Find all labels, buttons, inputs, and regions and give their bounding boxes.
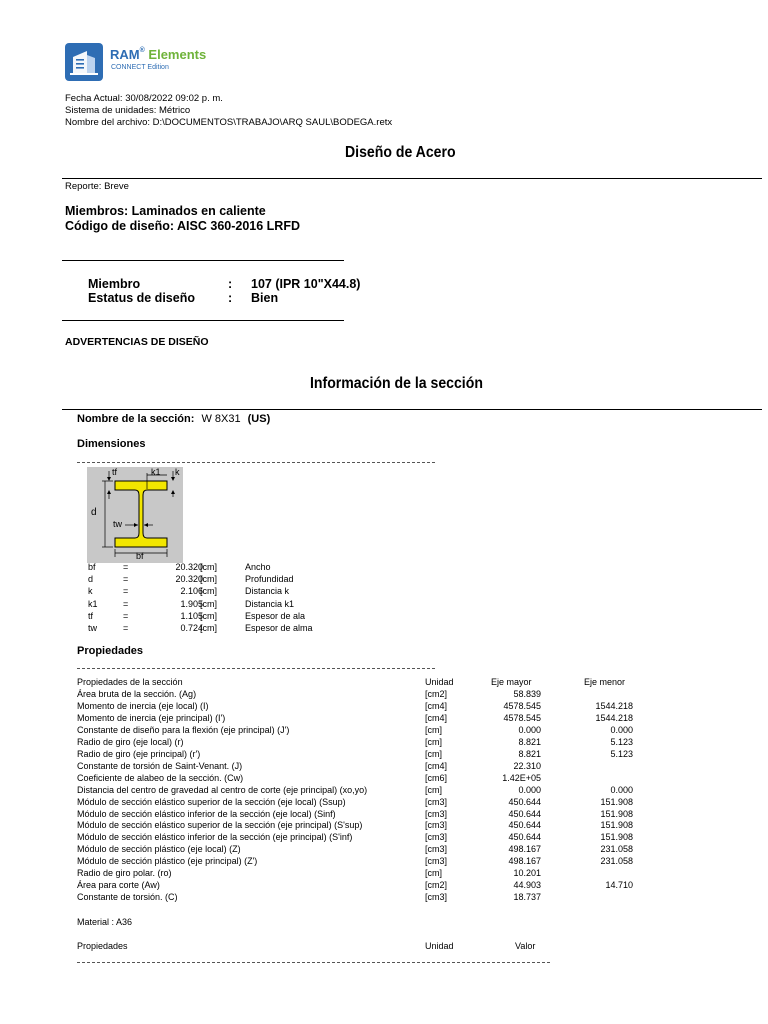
- property-minor: 0.000: [610, 784, 633, 795]
- property-name: Radio de giro (eje principal) (r'): [77, 748, 201, 759]
- property-row: [77, 819, 677, 831]
- properties-header-row: [77, 676, 677, 688]
- property-minor: 231.058: [600, 844, 633, 855]
- property-major: 10.201: [513, 868, 541, 879]
- dimensions-heading: Dimensiones: [77, 438, 146, 450]
- property-row: [77, 688, 677, 700]
- property-name: Constante de torsión. (C): [77, 892, 178, 903]
- dimension-row: [88, 622, 388, 634]
- dimension-description: Distancia k: [245, 586, 290, 597]
- dimension-unit: [cm]: [200, 610, 217, 621]
- dimension-unit: [cm]: [200, 574, 217, 585]
- dimension-description: Profundidad: [245, 574, 294, 585]
- dimension-equals: =: [123, 623, 129, 633]
- divider: [62, 409, 762, 410]
- dimension-row: [88, 610, 388, 622]
- dimension-description: Espesor de ala: [245, 610, 306, 621]
- property-minor: 14.710: [605, 880, 633, 891]
- header-major: Eje mayor: [491, 677, 532, 687]
- dimension-unit: [cm]: [200, 562, 217, 572]
- property-minor: 5.123: [610, 748, 633, 759]
- property-name: Radio de giro polar. (ro): [77, 868, 172, 879]
- property-unit: [cm4]: [425, 712, 448, 723]
- property-row: [77, 712, 677, 724]
- property-major: 4578.545: [503, 700, 541, 711]
- property-name: Constante de torsión de Saint-Venant. (J): [77, 760, 243, 771]
- dimension-symbol: k: [88, 586, 93, 597]
- dimension-equals: =: [123, 586, 129, 597]
- property-row: [77, 891, 677, 903]
- property-major: 0.000: [518, 724, 541, 735]
- dimension-value: 0.724: [180, 623, 203, 633]
- dimension-description: Distancia k1: [245, 598, 295, 609]
- property-major: 1.42E+05: [502, 772, 541, 783]
- dimension-row: [88, 585, 388, 597]
- divider: [62, 178, 762, 179]
- property-minor: 151.908: [600, 796, 633, 807]
- logo-brand: RAM: [110, 47, 140, 62]
- header-unit: Unidad: [425, 677, 454, 687]
- property-unit: [cm2]: [425, 880, 448, 891]
- property-unit: [cm3]: [425, 832, 448, 843]
- property-unit: [cm]: [425, 724, 442, 735]
- property-row: [77, 867, 677, 879]
- property-name: Momento de inercia (eje principal) (I'): [77, 712, 226, 723]
- property-major: 450.644: [508, 832, 541, 843]
- property-major: 450.644: [508, 796, 541, 807]
- member-sep: :: [228, 277, 233, 291]
- divider: [62, 320, 344, 321]
- dashed-divider: [77, 462, 435, 463]
- property-row: [77, 855, 677, 867]
- property-major: 498.167: [508, 856, 541, 867]
- property-row: [77, 784, 677, 796]
- dimension-unit: [cm]: [200, 586, 217, 597]
- property-unit: [cm3]: [425, 820, 448, 831]
- property-major: 58.839: [513, 689, 541, 699]
- property-minor: 151.908: [600, 832, 633, 843]
- dimension-unit: [cm]: [200, 598, 217, 609]
- property-minor: 231.058: [600, 856, 633, 867]
- property-major: 18.737: [513, 892, 541, 903]
- units-line: Sistema de unidades: Métrico: [65, 105, 191, 116]
- property-minor: 151.908: [600, 820, 633, 831]
- property-name: Módulo de sección plástico (eje principal) (Z'): [77, 856, 258, 867]
- section-name-value: W 8X31: [201, 413, 241, 425]
- property-row: [77, 843, 677, 855]
- property-name: Módulo de sección elástico inferior de la sección (eje principal) (S'inf): [77, 832, 353, 843]
- dimension-value: 20.320: [175, 562, 203, 572]
- section-title: Información de la sección: [310, 375, 483, 392]
- dimension-symbol: tw: [88, 623, 97, 633]
- property-unit: [cm]: [425, 868, 442, 879]
- property-unit: [cm3]: [425, 856, 448, 867]
- property-major: 498.167: [508, 844, 541, 855]
- mat-header-value: Valor: [515, 941, 536, 951]
- property-major: 8.821: [518, 748, 541, 759]
- property-unit: [cm3]: [425, 808, 448, 819]
- property-row: [77, 736, 677, 748]
- material-line: Material : A36: [77, 917, 133, 927]
- section-name-line: [77, 413, 270, 425]
- date-line: Fecha Actual: 30/08/2022 09:02 p. m.: [65, 93, 223, 104]
- section-name-label: Nombre de la sección:: [77, 413, 195, 425]
- dimension-row: [88, 598, 388, 610]
- property-minor: 1544.218: [595, 700, 633, 711]
- members-line: Miembros: Laminados en caliente: [65, 204, 266, 218]
- diagram-label-tf: tf: [112, 467, 118, 477]
- property-row: [77, 700, 677, 712]
- property-major: 44.903: [513, 880, 541, 891]
- property-unit: [cm]: [425, 748, 442, 759]
- section-name-suffix: (US): [247, 413, 271, 425]
- dimension-value: 2.106: [180, 586, 203, 597]
- dimension-row: [88, 573, 388, 585]
- diagram-label-d: d: [91, 507, 97, 518]
- diagram-label-k: k: [175, 467, 180, 477]
- property-row: [77, 831, 677, 843]
- status-label: Estatus de diseño: [88, 291, 195, 305]
- page-title: Diseño de Acero: [345, 144, 456, 161]
- property-unit: [cm3]: [425, 892, 448, 903]
- divider: [62, 260, 344, 261]
- header-minor: Eje menor: [584, 677, 626, 687]
- file-line: Nombre del archivo: D:\DOCUMENTOS\TRABAJO\ARQ SAUL\BODEGA.retx: [65, 117, 393, 128]
- dimension-equals: =: [123, 562, 129, 572]
- dimension-equals: =: [123, 610, 129, 621]
- logo-edition: CONNECT Edition: [111, 64, 169, 71]
- property-major: 0.000: [518, 784, 541, 795]
- building-logo-icon: [65, 43, 103, 81]
- report-line: Reporte: Breve: [65, 181, 129, 192]
- warnings-heading: ADVERTENCIAS DE DISEÑO: [65, 336, 209, 348]
- material-header-row: [77, 940, 677, 952]
- property-name: Área para corte (Aw): [77, 880, 160, 891]
- property-major: 22.310: [513, 760, 541, 771]
- property-name: Coeficiente de alabeo de la sección. (Cw): [77, 772, 244, 783]
- property-name: Área bruta de la sección. (Ag): [77, 689, 197, 699]
- property-name: Momento de inercia (eje local) (I): [77, 700, 209, 711]
- property-name: Distancia del centro de gravedad al centro de corte (eje principal) (xo,yo): [77, 784, 368, 795]
- property-row: [77, 724, 677, 736]
- property-name: Módulo de sección elástico superior de la sección (eje local) (Ssup): [77, 796, 346, 807]
- property-unit: [cm4]: [425, 760, 448, 771]
- logo-reg: ®: [139, 47, 145, 54]
- property-minor: 1544.218: [595, 712, 633, 723]
- code-line: Código de diseño: AISC 360-2016 LRFD: [65, 219, 300, 233]
- dimension-row: [88, 561, 388, 573]
- dimension-symbol: bf: [88, 562, 96, 572]
- dimension-unit: [cm]: [200, 623, 217, 633]
- property-unit: [cm6]: [425, 772, 448, 783]
- property-row: [77, 760, 677, 772]
- diagram-label-tw: tw: [113, 519, 122, 529]
- property-row: [77, 748, 677, 760]
- property-major: 450.644: [508, 820, 541, 831]
- property-minor: 5.123: [610, 736, 633, 747]
- properties-heading: Propiedades: [77, 645, 144, 657]
- dimension-description: Espesor de alma: [245, 623, 313, 633]
- property-unit: [cm3]: [425, 796, 448, 807]
- logo-wordmark: [110, 47, 206, 62]
- dashed-divider: [77, 668, 435, 669]
- dimension-description: Ancho: [245, 562, 271, 572]
- dimension-value: 1.905: [180, 598, 203, 609]
- logo-product: Elements: [148, 47, 207, 62]
- property-name: Módulo de sección elástico inferior de la sección (eje local) (Sinf): [77, 808, 336, 819]
- diagram-label-k1: k1: [151, 467, 161, 477]
- property-unit: [cm2]: [425, 689, 448, 699]
- dimension-symbol: d: [88, 574, 94, 585]
- mat-header-property: Propiedades: [77, 941, 128, 951]
- property-name: Radio de giro (eje local) (r): [77, 736, 184, 747]
- ibeam-diagram: [87, 467, 183, 563]
- property-name: Módulo de sección plástico (eje local) (Z): [77, 844, 241, 855]
- property-row: [77, 796, 677, 808]
- dimension-value: 1.105: [180, 610, 203, 621]
- dimension-symbol: tf: [88, 610, 94, 621]
- member-label: Miembro: [88, 277, 141, 291]
- property-major: 4578.545: [503, 712, 541, 723]
- dimension-value: 20.320: [175, 574, 203, 585]
- property-major: 8.821: [518, 736, 541, 747]
- property-minor: 0.000: [610, 724, 633, 735]
- property-unit: [cm]: [425, 736, 442, 747]
- dimension-equals: =: [123, 598, 129, 609]
- ibeam-shape-icon: [87, 467, 183, 563]
- property-row: [77, 808, 677, 820]
- status-sep: :: [228, 291, 233, 305]
- dashed-divider: [77, 962, 550, 963]
- dimension-equals: =: [123, 574, 129, 585]
- member-value: 107 (IPR 10"X44.8): [251, 277, 361, 291]
- dimension-symbol: k1: [88, 598, 98, 609]
- header-property: Propiedades de la sección: [77, 677, 183, 687]
- property-unit: [cm4]: [425, 700, 448, 711]
- property-name: Constante de diseño para la flexión (eje principal) (J'): [77, 724, 290, 735]
- property-row: [77, 879, 677, 891]
- status-value: Bien: [251, 291, 279, 305]
- ram-elements-logo: [65, 43, 225, 81]
- property-row: [77, 772, 677, 784]
- property-name: Módulo de sección elástico superior de la sección (eje principal) (S'sup): [77, 820, 363, 831]
- property-major: 450.644: [508, 808, 541, 819]
- mat-header-unit: Unidad: [425, 941, 454, 951]
- diagram-label-bf: bf: [136, 551, 144, 561]
- property-minor: 151.908: [600, 808, 633, 819]
- property-unit: [cm]: [425, 784, 442, 795]
- property-unit: [cm3]: [425, 844, 448, 855]
